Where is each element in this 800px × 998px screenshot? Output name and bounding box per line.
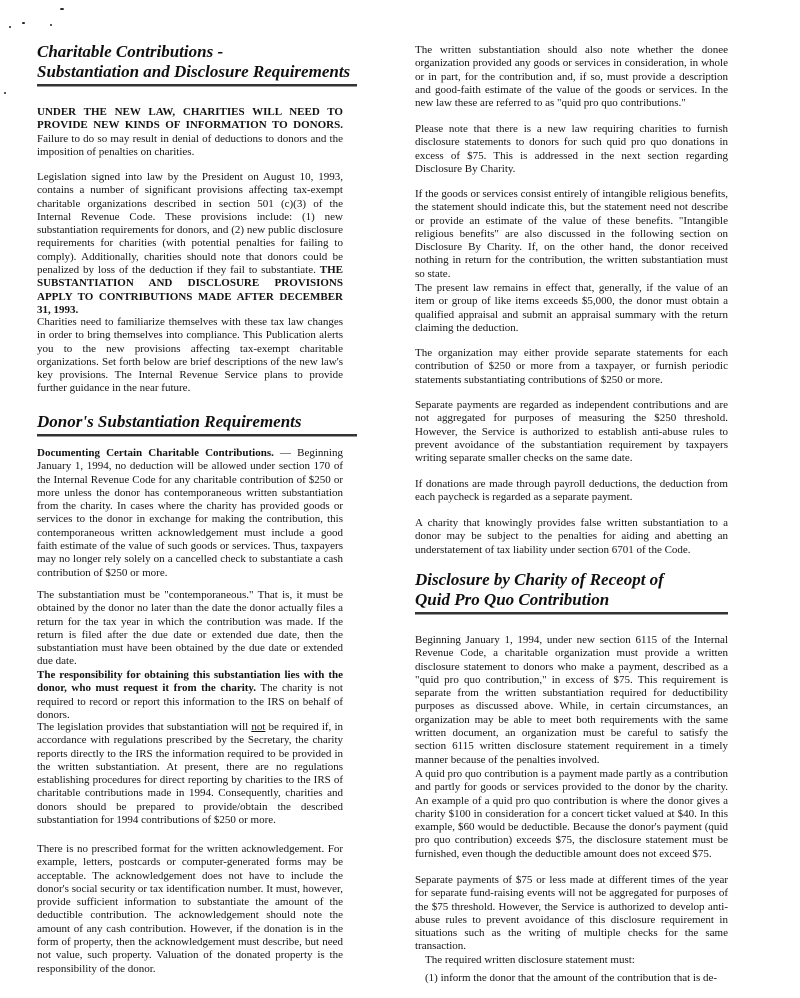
- legislation2-paragraph: [37, 721, 343, 827]
- main-title-line-1: Charitable Contributions -: [37, 42, 224, 61]
- disclosure-heading: [415, 570, 728, 615]
- donor-heading: [37, 412, 357, 437]
- responsibility-paragraph: [37, 669, 343, 722]
- responsibility-bold: The responsibility for obtaining this substantiation lies with the donor, who must request it from the charity.: [37, 669, 343, 695]
- familiarize-paragraph: Charities need to familiarize themselves with these tax law changes in order to bring themselves into compliance. This Publication alerts you to the new provisions affecting tax-exempt charitable organizations. Set forth below are brief descriptions of the new law's key provisions. The Internal Revenue Service plans to provide further guidance in the near future.: [37, 316, 343, 395]
- inform-item: (1) inform the donor that the amount of the contribution that is de-: [425, 972, 718, 984]
- title-rule: [37, 84, 357, 87]
- present-law-paragraph: The present law remains in effect that, generally, if the value of an item or group of like items exceeds $5,000, the donor must obtain a qualified appraisal and submit an appraisal summary with the return claiming the deduction.: [415, 282, 728, 334]
- payroll-paragraph: If donations are made through payroll deductions, the deduction from each paycheck is regarded as a separate payment.: [415, 478, 728, 504]
- intro-rest: Failure to do so may result in denial of deductions to donors and the imposition of penalties on charities.: [37, 132, 343, 158]
- donor-heading-text: Donor's Substantiation Requirements: [37, 412, 302, 431]
- disclosure-heading-rule: [415, 612, 728, 615]
- scan-speck: [50, 24, 52, 26]
- intangible-paragraph: If the goods or services consist entirely of intangible religious benefits, the statement should indicate this, but the statement need not describe or provide an estimate of the value of these benefits. "Intangible religious benefits" are also discussed in the following section on Disclosure By Charity. If, on the other hand, the donor received nothing in return for the contribution, the written substantiation must so state.: [415, 188, 728, 280]
- required-statement-paragraph: The required written disclosure statement must:: [425, 954, 635, 966]
- documenting-text: — Beginning January 1, 1994, no deduction will be allowed under section 170 of the Internal Revenue Code for any charitable contribution of $250 or more unless the donor has contemporaneous written substantiation from the charity. In cases where the charity has provided goods or services to the donor in exchange for making the contribution, this contemporaneous written acknowledgement must include a good faith estimate of the value of such goods or services. Thus, taxpayers may no longer rely solely on a cancelled check to substantiate a cash contribution of $250 or more.: [37, 447, 343, 579]
- scan-speck: [60, 8, 64, 10]
- donor-heading-rule: [37, 434, 357, 437]
- format-paragraph: There is no prescribed format for the written acknowledgement. For example, letters, postcards or computer-generated forms may be acceptable. The acknowledgement does not have to include the donor's social security or tax identification number. It must, however, provide sufficient information to substantiate the amount of the deductible contribution. The acknowledgement should note the amount of any cash contribution. However, if the donation is in the form of property, then the acknowledgement must describe, but need not value, such property. Valuation of the donated property is the responsibility of the donor.: [37, 843, 343, 975]
- contemporaneous-paragraph: The substantiation must be "contemporaneous." That is, it must be obtained by the donor no later than the date the donor actually files a return for the tax year in which the contribution was made. If the return is filed after the due date or extended due date, then the substantiation must have been obtained by the due date or extended due date.: [37, 589, 343, 668]
- documenting-paragraph: [37, 447, 343, 580]
- false-substantiation-paragraph: A charity that knowingly provides false written substantiation to a donor may be subject to the penalties for aiding and abetting an understatement of tax liability under section 6701 of the Code.: [415, 517, 728, 556]
- legislation2-post: be required if, in accordance with regulations prescribed by the Secretary, the charity reports directly to the IRS the information required to be provided in the written substantiation. At present, there are no regulations establishing procedures for direct reporting by charities to the IRS of charitable contributions made in 1994. Consequently, charities and donors should be prepared to provide/obtain the described substantiation for 1994 contributions of $250 or more.: [37, 721, 343, 827]
- scan-speck: [22, 22, 25, 24]
- documenting-lead: Documenting Certain Charitable Contributions.: [37, 447, 274, 459]
- separate-payments-paragraph: Separate payments are regarded as independent contributions and are not aggregated for purposes of measuring the $250 threshold. However, the Service is authorized to establish anti-abuse rules to prevent avoidance of the substantiation requirement by taxpayers writing separate smaller checks on the same date.: [415, 399, 728, 465]
- responsibility-rest: The charity is not required to record or report this information to the IRS on behalf of donors.: [37, 682, 343, 721]
- legislation-bold: THE SUBSTANTIATION AND DISCLOSURE PROVISIONS APPLY TO CONTRIBUTIONS MADE AFTER DECEMBER 31, 1993.: [37, 264, 343, 316]
- intro-lead: UNDER THE NEW LAW, CHARITIES WILL NEED TO PROVIDE NEW KINDS OF INFORMATION TO DONORS.: [37, 106, 343, 132]
- legislation-text: Legislation signed into law by the President on August 10, 1993, contains a number of significant provisions affecting tax-exempt charitable organizations described in section 501 (c)(3) of the Internal Revenue Code. These provisions include: (1) new substantiation requirements for donors, and (2) new public disclosure requirements for charities (with potential penalties for failing to comply). Additionally, charities should note that donors could be penalized by loss of the deduction if they fail to substantiate.: [37, 171, 343, 277]
- scan-speck: [4, 92, 6, 94]
- note-paragraph: Please note that there is a new law requiring charities to furnish disclosure statements to donors for such quid pro quo donations in excess of $75. This is addressed in the next section regarding Disclosure By Charity.: [415, 123, 728, 175]
- disclosure-heading-line-1: Disclosure by Charity of Receopt of: [415, 570, 664, 589]
- scan-speck: [9, 26, 11, 28]
- legislation2-not: not: [251, 721, 266, 733]
- beginning-paragraph: Beginning January 1, 1994, under new section 6115 of the Internal Revenue Code, a charitable organization must provide a written disclosure statement to donors who make a payment, described as a "quid pro quo contribution," in excess of $75. This requirement is separate from the written substantiation required for deductibility purposes as discussed above. While, in certain circumstances, an organization may be able to meet both requirements with the same written document, an organization must be careful to satisfy the section 6115 written disclosure statement requirement in a timely manner because of the penalties involved.: [415, 634, 728, 766]
- legislation2-pre: The legislation provides that substantiation will: [37, 721, 252, 733]
- main-title-line-2: Substantiation and Disclosure Requirements: [37, 62, 351, 81]
- disclosure-heading-line-2: Quid Pro Quo Contribution: [415, 590, 610, 609]
- separate-statements-paragraph: The organization may either provide separate statements for each contribution of $250 or more from a taxpayer, or furnish periodic statements substantiating contributions of $250 or more.: [415, 347, 728, 386]
- separate-75-paragraph: Separate payments of $75 or less made at different times of the year for separate fund-raising events will not be aggregated for purposes of the $75 threshold. However, the Service is authorized to develop anti-abuse rules to prevent avoidance of this disclosure requirement in situations such as the writing of multiple checks for the same transaction.: [415, 874, 728, 953]
- goods-paragraph: The written substantiation should also note whether the donee organization provided any goods or services in consideration, in whole or in part, for the contribution and, if so, must provide a description and good-faith estimate of the value of the goods or services. In the new law these are referred to as "quid pro quo contributions.": [415, 44, 728, 110]
- legislation-paragraph: [37, 171, 343, 317]
- quid-pro-quo-paragraph: A quid pro quo contribution is a payment made partly as a contribution and partly for goods or services provided to the donor by the charity. An example of a quid pro quo contribution is where the donor gives a charity $100 in consideration for a concert ticket valued at $40. In this example, $60 would be deductible. Because the donor's payment (quid pro quo contribution) exceeds $75, the disclosure statement must be furnished, even though the deductible amount does not exceed $75.: [415, 768, 728, 860]
- main-title: [37, 42, 357, 87]
- intro-paragraph: [37, 106, 343, 159]
